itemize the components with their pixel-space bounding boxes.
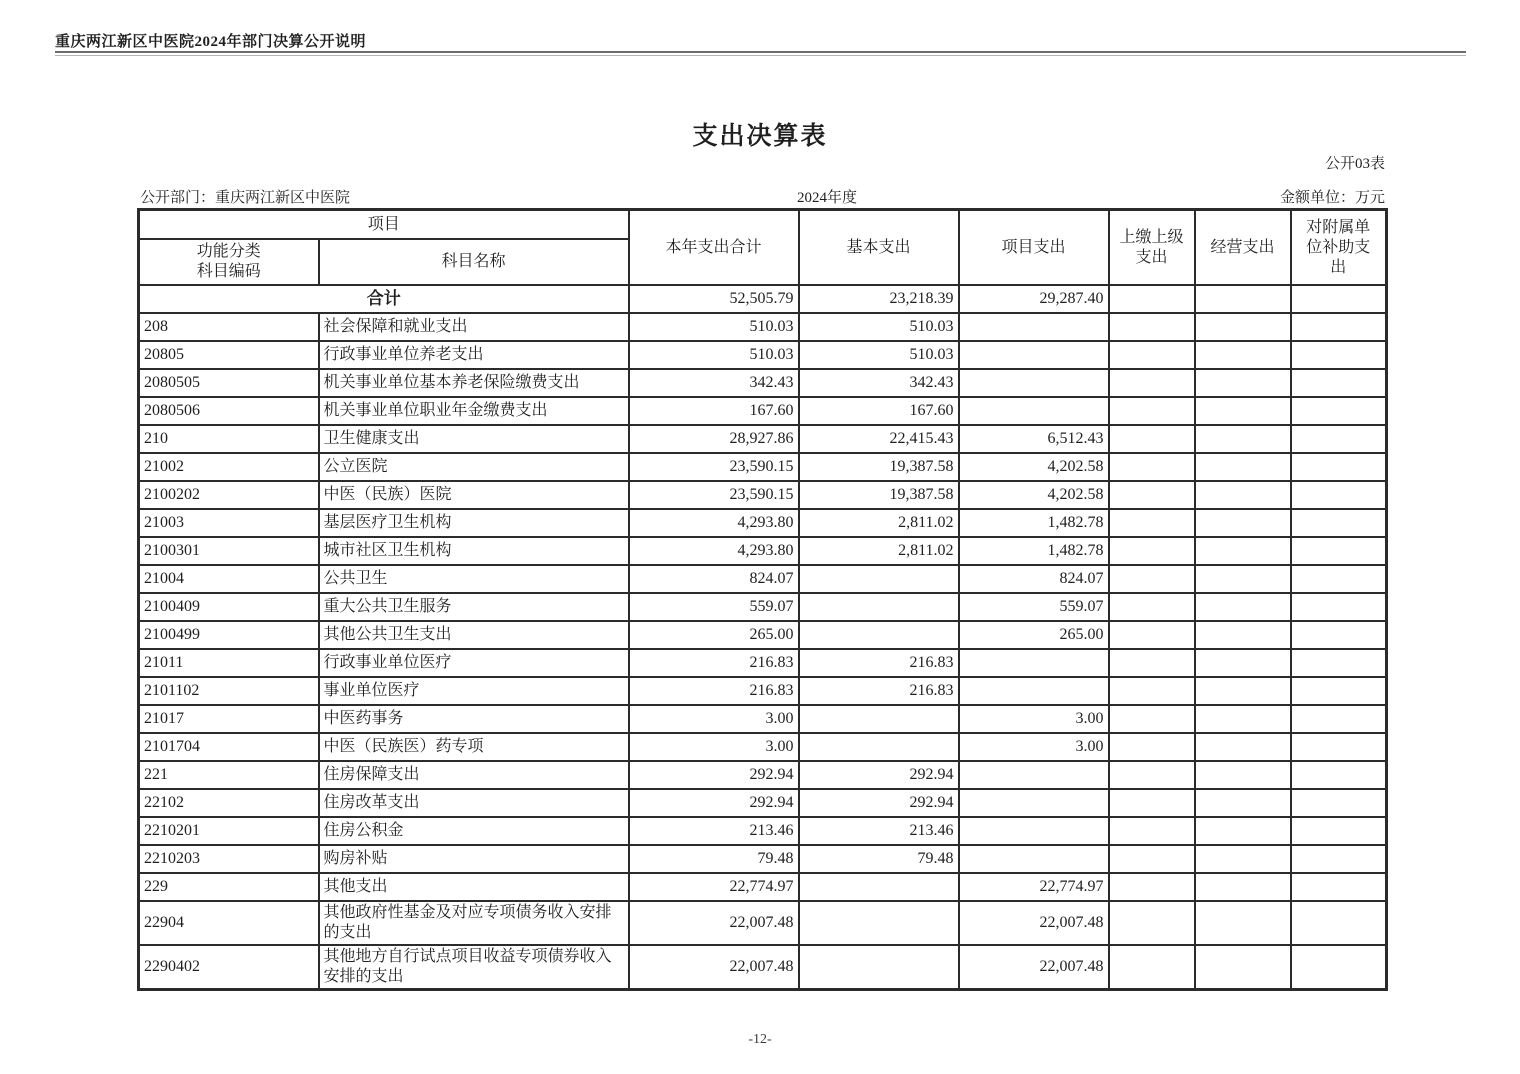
cell-code: 22102 — [139, 789, 319, 817]
cell-upper — [1109, 481, 1195, 509]
table-row — [139, 593, 1387, 621]
cell-project: 1,482.78 — [959, 537, 1109, 565]
cell-basic — [799, 901, 959, 945]
cell-total: 216.83 — [629, 649, 799, 677]
cell-upper — [1109, 845, 1195, 873]
cell-name: 公共卫生 — [319, 565, 629, 593]
cell-basic: 2,811.02 — [799, 509, 959, 537]
cell-name: 中医（民族）医院 — [319, 481, 629, 509]
cell-total: 342.43 — [629, 369, 799, 397]
total-row-label: 合计 — [139, 285, 629, 313]
cell-total: 510.03 — [629, 313, 799, 341]
page-title: 支出决算表 — [692, 123, 828, 150]
cell-operating — [1195, 397, 1291, 425]
table-row — [139, 761, 1387, 789]
cell-name: 城市社区卫生机构 — [319, 537, 629, 565]
cell-operating — [1195, 733, 1291, 761]
cell-code: 2290402 — [139, 945, 319, 990]
cell-subsidy — [1291, 565, 1387, 593]
cell-project: 22,007.48 — [959, 901, 1109, 945]
cell-operating — [1195, 369, 1291, 397]
cell-total: 510.03 — [629, 341, 799, 369]
cell-total: 28,927.86 — [629, 425, 799, 453]
cell-basic: 292.94 — [799, 761, 959, 789]
header-subject-name: 科目名称 — [319, 239, 629, 285]
header-col-subsidy-to-affiliates — [1291, 210, 1387, 286]
cell-name: 卫生健康支出 — [319, 425, 629, 453]
cell-project: 824.07 — [959, 565, 1109, 593]
header-col-project-expenditure: 项目支出 — [959, 210, 1109, 286]
cell-subsidy — [1291, 537, 1387, 565]
cell-operating — [1195, 817, 1291, 845]
cell-subsidy — [1291, 593, 1387, 621]
cell-subsidy — [1291, 901, 1387, 945]
cell-subsidy — [1291, 509, 1387, 537]
cell-code: 21011 — [139, 649, 319, 677]
cell-project — [959, 649, 1109, 677]
cell-name: 中医（民族医）药专项 — [319, 733, 629, 761]
total-row-total: 52,505.79 — [629, 285, 799, 313]
header-col-upper-level-payment — [1109, 210, 1195, 286]
cell-name: 住房改革支出 — [319, 789, 629, 817]
cell-subsidy — [1291, 425, 1387, 453]
table-row — [139, 565, 1387, 593]
cell-subsidy — [1291, 313, 1387, 341]
cell-operating — [1195, 453, 1291, 481]
total-row-basic: 23,218.39 — [799, 285, 959, 313]
cell-operating — [1195, 705, 1291, 733]
cell-code: 2100301 — [139, 537, 319, 565]
cell-name: 其他地方自行试点项目收益专项债券收入安排的支出 — [319, 945, 629, 990]
cell-total: 216.83 — [629, 677, 799, 705]
header-divider-rule — [55, 51, 1466, 56]
table-header-row-1 — [139, 210, 1387, 240]
table-row — [139, 677, 1387, 705]
cell-subsidy — [1291, 705, 1387, 733]
cell-project: 3.00 — [959, 733, 1109, 761]
table-row — [139, 873, 1387, 901]
cell-upper — [1109, 873, 1195, 901]
cell-code: 2210203 — [139, 845, 319, 873]
cell-operating — [1195, 509, 1291, 537]
cell-subsidy — [1291, 677, 1387, 705]
cell-upper — [1109, 945, 1195, 990]
cell-name: 其他政府性基金及对应专项债务收入安排的支出 — [319, 901, 629, 945]
cell-upper — [1109, 761, 1195, 789]
cell-operating — [1195, 901, 1291, 945]
cell-name: 基层医疗卫生机构 — [319, 509, 629, 537]
total-row-operating — [1195, 285, 1291, 313]
cell-project: 22,007.48 — [959, 945, 1109, 990]
cell-basic: 510.03 — [799, 313, 959, 341]
cell-name: 其他公共卫生支出 — [319, 621, 629, 649]
cell-project — [959, 761, 1109, 789]
cell-basic: 22,415.43 — [799, 425, 959, 453]
table-row — [139, 313, 1387, 341]
cell-code: 2100499 — [139, 621, 319, 649]
cell-basic: 292.94 — [799, 789, 959, 817]
cell-name: 机关事业单位基本养老保险缴费支出 — [319, 369, 629, 397]
page-number: -12- — [748, 1032, 772, 1047]
cell-basic — [799, 705, 959, 733]
header-function-code — [139, 239, 319, 285]
cell-code: 221 — [139, 761, 319, 789]
cell-upper — [1109, 817, 1195, 845]
cell-basic — [799, 565, 959, 593]
header-col-operating-expenditure: 经营支出 — [1195, 210, 1291, 286]
cell-project: 1,482.78 — [959, 509, 1109, 537]
cell-code: 21002 — [139, 453, 319, 481]
cell-total: 3.00 — [629, 733, 799, 761]
cell-total: 559.07 — [629, 593, 799, 621]
cell-project: 559.07 — [959, 593, 1109, 621]
cell-code: 2100202 — [139, 481, 319, 509]
cell-operating — [1195, 649, 1291, 677]
table-body — [139, 285, 1387, 990]
table-row — [139, 509, 1387, 537]
cell-name: 住房保障支出 — [319, 761, 629, 789]
cell-code: 2101102 — [139, 677, 319, 705]
cell-subsidy — [1291, 817, 1387, 845]
header-col-basic-expenditure: 基本支出 — [799, 210, 959, 286]
cell-project — [959, 817, 1109, 845]
cell-code: 229 — [139, 873, 319, 901]
cell-project — [959, 845, 1109, 873]
cell-subsidy — [1291, 369, 1387, 397]
cell-total: 22,774.97 — [629, 873, 799, 901]
cell-subsidy — [1291, 873, 1387, 901]
cell-upper — [1109, 565, 1195, 593]
cell-name: 行政事业单位养老支出 — [319, 341, 629, 369]
cell-operating — [1195, 593, 1291, 621]
cell-name: 住房公积金 — [319, 817, 629, 845]
cell-subsidy — [1291, 341, 1387, 369]
cell-subsidy — [1291, 789, 1387, 817]
cell-basic: 19,387.58 — [799, 481, 959, 509]
cell-operating — [1195, 845, 1291, 873]
cell-upper — [1109, 593, 1195, 621]
table-row — [139, 649, 1387, 677]
cell-name: 事业单位医疗 — [319, 677, 629, 705]
cell-name: 购房补贴 — [319, 845, 629, 873]
cell-basic: 213.46 — [799, 817, 959, 845]
cell-project — [959, 677, 1109, 705]
cell-operating — [1195, 945, 1291, 990]
cell-operating — [1195, 341, 1291, 369]
table-row — [139, 537, 1387, 565]
table-row — [139, 397, 1387, 425]
cell-project — [959, 341, 1109, 369]
cell-name: 行政事业单位医疗 — [319, 649, 629, 677]
expenditure-table — [137, 208, 1388, 991]
cell-basic: 2,811.02 — [799, 537, 959, 565]
cell-total: 292.94 — [629, 789, 799, 817]
cell-upper — [1109, 621, 1195, 649]
cell-code: 21017 — [139, 705, 319, 733]
cell-name: 重大公共卫生服务 — [319, 593, 629, 621]
cell-project — [959, 397, 1109, 425]
cell-subsidy — [1291, 761, 1387, 789]
cell-subsidy — [1291, 621, 1387, 649]
cell-basic: 79.48 — [799, 845, 959, 873]
header-col-total-expenditure: 本年支出合计 — [629, 210, 799, 286]
cell-project: 6,512.43 — [959, 425, 1109, 453]
cell-code: 210 — [139, 425, 319, 453]
cell-operating — [1195, 425, 1291, 453]
table-row — [139, 481, 1387, 509]
cell-upper — [1109, 649, 1195, 677]
cell-total: 22,007.48 — [629, 901, 799, 945]
cell-upper — [1109, 509, 1195, 537]
header-col-subsidy-text: 对附属单位补助支出 — [1306, 218, 1371, 276]
cell-code: 2210201 — [139, 817, 319, 845]
cell-project: 265.00 — [959, 621, 1109, 649]
cell-basic: 342.43 — [799, 369, 959, 397]
cell-name: 其他支出 — [319, 873, 629, 901]
cell-basic: 19,387.58 — [799, 453, 959, 481]
cell-subsidy — [1291, 945, 1387, 990]
cell-total: 3.00 — [629, 705, 799, 733]
cell-upper — [1109, 537, 1195, 565]
table-row — [139, 789, 1387, 817]
cell-operating — [1195, 677, 1291, 705]
cell-project: 22,774.97 — [959, 873, 1109, 901]
amount-unit-label: 金额单位：万元 — [1279, 190, 1385, 206]
cell-operating — [1195, 789, 1291, 817]
cell-basic — [799, 873, 959, 901]
total-row — [139, 285, 1387, 313]
cell-code: 21004 — [139, 565, 319, 593]
cell-total: 292.94 — [629, 761, 799, 789]
cell-upper — [1109, 677, 1195, 705]
cell-operating — [1195, 761, 1291, 789]
cell-code: 20805 — [139, 341, 319, 369]
cell-total: 265.00 — [629, 621, 799, 649]
cell-basic: 216.83 — [799, 677, 959, 705]
cell-upper — [1109, 901, 1195, 945]
cell-project: 3.00 — [959, 705, 1109, 733]
cell-project: 4,202.58 — [959, 453, 1109, 481]
fiscal-year-label: 2024年度 — [797, 190, 858, 206]
table-row — [139, 369, 1387, 397]
total-row-upper — [1109, 285, 1195, 313]
table-row — [139, 733, 1387, 761]
cell-total: 4,293.80 — [629, 537, 799, 565]
cell-name: 社会保障和就业支出 — [319, 313, 629, 341]
table-row — [139, 705, 1387, 733]
table-row — [139, 845, 1387, 873]
cell-basic — [799, 733, 959, 761]
cell-total: 824.07 — [629, 565, 799, 593]
cell-project: 4,202.58 — [959, 481, 1109, 509]
cell-subsidy — [1291, 733, 1387, 761]
cell-basic: 510.03 — [799, 341, 959, 369]
cell-basic: 167.60 — [799, 397, 959, 425]
cell-total: 79.48 — [629, 845, 799, 873]
cell-name: 中医药事务 — [319, 705, 629, 733]
cell-name: 机关事业单位职业年金缴费支出 — [319, 397, 629, 425]
cell-code: 21003 — [139, 509, 319, 537]
cell-total: 23,590.15 — [629, 481, 799, 509]
table-code-label: 公开03表 — [1324, 156, 1385, 172]
cell-code: 2080506 — [139, 397, 319, 425]
cell-upper — [1109, 341, 1195, 369]
table-row — [139, 453, 1387, 481]
cell-upper — [1109, 733, 1195, 761]
cell-basic — [799, 621, 959, 649]
cell-upper — [1109, 453, 1195, 481]
cell-code: 2080505 — [139, 369, 319, 397]
cell-subsidy — [1291, 453, 1387, 481]
cell-code: 22904 — [139, 901, 319, 945]
cell-code: 208 — [139, 313, 319, 341]
table-row — [139, 425, 1387, 453]
cell-operating — [1195, 873, 1291, 901]
total-row-project: 29,287.40 — [959, 285, 1109, 313]
cell-total: 23,590.15 — [629, 453, 799, 481]
cell-operating — [1195, 621, 1291, 649]
cell-total: 213.46 — [629, 817, 799, 845]
cell-operating — [1195, 565, 1291, 593]
cell-code: 2101704 — [139, 733, 319, 761]
cell-upper — [1109, 789, 1195, 817]
cell-upper — [1109, 369, 1195, 397]
cell-operating — [1195, 481, 1291, 509]
cell-operating — [1195, 313, 1291, 341]
cell-basic — [799, 593, 959, 621]
cell-basic — [799, 945, 959, 990]
total-row-subsidy — [1291, 285, 1387, 313]
table-row — [139, 341, 1387, 369]
cell-operating — [1195, 537, 1291, 565]
header-project-group: 项目 — [139, 210, 629, 240]
table-row — [139, 817, 1387, 845]
document-header-title: 重庆两江新区中医院2024年部门决算公开说明 — [55, 34, 367, 50]
cell-subsidy — [1291, 649, 1387, 677]
cell-subsidy — [1291, 397, 1387, 425]
cell-project — [959, 313, 1109, 341]
cell-total: 4,293.80 — [629, 509, 799, 537]
table-row — [139, 945, 1387, 990]
header-col-upper-level-payment-text: 上缴上级支出 — [1119, 228, 1184, 266]
department-label: 公开部门：重庆两江新区中医院 — [140, 190, 351, 206]
cell-upper — [1109, 397, 1195, 425]
cell-upper — [1109, 313, 1195, 341]
cell-subsidy — [1291, 481, 1387, 509]
cell-project — [959, 369, 1109, 397]
cell-name: 公立医院 — [319, 453, 629, 481]
cell-upper — [1109, 425, 1195, 453]
cell-total: 22,007.48 — [629, 945, 799, 990]
cell-upper — [1109, 705, 1195, 733]
cell-subsidy — [1291, 845, 1387, 873]
table-row — [139, 621, 1387, 649]
cell-basic: 216.83 — [799, 649, 959, 677]
cell-code: 2100409 — [139, 593, 319, 621]
table-row — [139, 901, 1387, 945]
cell-total: 167.60 — [629, 397, 799, 425]
header-function-code-text: 功能分类科目编码 — [196, 243, 261, 280]
cell-project — [959, 789, 1109, 817]
